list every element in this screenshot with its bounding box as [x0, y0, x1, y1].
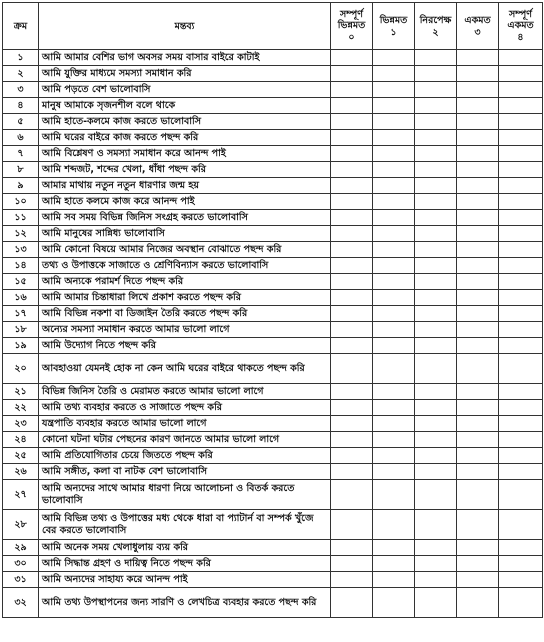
rating-cell[interactable] [331, 384, 373, 400]
row-statement: আমি সব সময় বিভিন্ন জিনিস সংগ্রহ করতে ভালোবাসি [39, 210, 331, 226]
rating-cell[interactable] [499, 98, 543, 114]
rating-cell[interactable] [331, 432, 373, 448]
option-value: ১ [390, 26, 397, 38]
rating-cell[interactable] [499, 274, 543, 290]
table-row [3, 50, 543, 66]
rating-cell[interactable] [373, 448, 415, 464]
rating-cell[interactable] [457, 66, 499, 82]
rating-cell[interactable] [499, 464, 543, 480]
row-statement: আমি অন্যদের সাথে আমার ধারণা নিয়ে আলোচনা ও বিতর্ক করতে ভালোবাসি [39, 480, 331, 510]
rating-cell[interactable] [499, 338, 543, 354]
rating-cell[interactable] [331, 194, 373, 210]
table-row [3, 540, 543, 556]
rating-cell[interactable] [373, 416, 415, 432]
rating-cell[interactable] [457, 194, 499, 210]
table-row [3, 400, 543, 416]
row-statement: আমি ঘরের বাইরে কাজ করতে পছন্দ করি [39, 130, 331, 146]
rating-cell[interactable] [499, 66, 543, 82]
rating-cell[interactable] [331, 162, 373, 178]
rating-cell[interactable] [373, 354, 415, 384]
rating-cell[interactable] [331, 226, 373, 242]
rating-cell[interactable] [331, 306, 373, 322]
row-serial: ২৪ [3, 432, 39, 448]
rating-cell[interactable] [373, 194, 415, 210]
rating-cell[interactable] [499, 306, 543, 322]
table-row [3, 66, 543, 82]
row-statement: আমি বিশ্লেষণ ও সমস্যা সমাধান করে আনন্দ পাই [39, 146, 331, 162]
rating-cell[interactable] [457, 162, 499, 178]
rating-cell[interactable] [415, 274, 457, 290]
table-row [3, 432, 543, 448]
row-statement: কোনো ঘটনা ঘটার পেছনের কারণ জানতে আমার ভালো লাগে [39, 432, 331, 448]
row-statement: তথ্য ও উপাত্তকে সাজাতে ও শ্রেণিবিন্যাস করতে ভালোবাসি [39, 258, 331, 274]
row-statement: আমার মাথায় নতুন নতুন ধারণার জন্ম হয় [39, 178, 331, 194]
rating-cell[interactable] [499, 50, 543, 66]
rating-cell[interactable] [373, 226, 415, 242]
rating-cell[interactable] [415, 114, 457, 130]
rating-cell[interactable] [457, 322, 499, 338]
rating-cell[interactable] [415, 338, 457, 354]
row-statement: আমি পড়তে বেশ ভালোবাসি [39, 82, 331, 98]
rating-cell[interactable] [331, 416, 373, 432]
table-row [3, 416, 543, 432]
row-serial: ৯ [3, 178, 39, 194]
rating-cell[interactable] [331, 146, 373, 162]
row-statement: আমি কোনো বিষয়ে আমার নিজের অবস্থান বোঝাতে পছন্দ করি [39, 242, 331, 258]
rating-cell[interactable] [415, 354, 457, 384]
rating-cell[interactable] [373, 290, 415, 306]
rating-cell[interactable] [331, 114, 373, 130]
row-statement: আমি অন্যকে পরামর্শ দিতে পছন্দ করি [39, 274, 331, 290]
row-serial: ২৬ [3, 464, 39, 480]
row-serial: ২৫ [3, 448, 39, 464]
row-statement: আমি অনেক সময় খেলাধুলায় ব্যয় করি [39, 540, 331, 556]
row-serial: ১১ [3, 210, 39, 226]
rating-cell[interactable] [331, 588, 373, 618]
rating-cell[interactable] [415, 322, 457, 338]
table-row [3, 242, 543, 258]
row-serial: ২৮ [3, 510, 39, 540]
row-statement: আমি আমার বেশির ভাগ অবসর সময় বাসার বাইরে কাটাই [39, 50, 331, 66]
table-row [3, 178, 543, 194]
row-serial: ৮ [3, 162, 39, 178]
rating-cell[interactable] [331, 400, 373, 416]
table-row [3, 480, 543, 510]
row-statement: আমি উদ্যোগ নিতে পছন্দ করি [39, 338, 331, 354]
row-serial: ২১ [3, 384, 39, 400]
row-statement: আমি হাতে-কলমে কাজ করতে ভালোবাসি [39, 114, 331, 130]
row-statement: আমি সঙ্গীত, কলা বা নাটক বেশ ভালোবাসি [39, 464, 331, 480]
rating-cell[interactable] [499, 290, 543, 306]
row-serial: ১ [3, 50, 39, 66]
rating-cell[interactable] [457, 114, 499, 130]
row-statement: আমি হাতে কলমে কাজ করে আনন্দ পাই [39, 194, 331, 210]
rating-cell[interactable] [457, 226, 499, 242]
option-label: ভিন্নমত [379, 14, 408, 26]
rating-cell[interactable] [457, 306, 499, 322]
row-serial: ১৮ [3, 322, 39, 338]
row-statement: আমি বিভিন্ন তথ্য ও উপাত্তের মধ্য থেকে ধারা বা প্যাটার্ন বা সম্পর্ক খুঁজে বের করতে ভালোবাসি [39, 510, 331, 540]
rating-cell[interactable] [415, 50, 457, 66]
rating-cell[interactable] [415, 82, 457, 98]
rating-cell[interactable] [499, 416, 543, 432]
rating-cell[interactable] [373, 98, 415, 114]
row-statement: আমি প্রতিযোগিতার চেয়ে জিততে পছন্দ করি [39, 448, 331, 464]
rating-cell[interactable] [499, 82, 543, 98]
rating-cell[interactable] [331, 556, 373, 572]
rating-cell[interactable] [457, 432, 499, 448]
table-row [3, 338, 543, 354]
rating-cell[interactable] [499, 448, 543, 464]
rating-cell[interactable] [331, 178, 373, 194]
rating-cell[interactable] [331, 572, 373, 588]
rating-cell[interactable] [373, 306, 415, 322]
row-serial: ১৪ [3, 258, 39, 274]
rating-cell[interactable] [415, 464, 457, 480]
rating-cell[interactable] [373, 146, 415, 162]
rating-cell[interactable] [373, 556, 415, 572]
header-row [3, 3, 543, 50]
option-label: সম্পূর্ণ ভিন্নমত [337, 9, 366, 31]
table-row [3, 210, 543, 226]
option-label: নিরপেক্ষ [419, 14, 452, 26]
rating-cell[interactable] [373, 82, 415, 98]
row-serial: ১৫ [3, 274, 39, 290]
row-serial: ২৯ [3, 540, 39, 556]
option-value: ৩ [474, 26, 481, 38]
rating-cell[interactable] [415, 306, 457, 322]
rating-cell[interactable] [457, 400, 499, 416]
row-serial: ১৬ [3, 290, 39, 306]
rating-cell[interactable] [373, 540, 415, 556]
table-row [3, 448, 543, 464]
table-row [3, 98, 543, 114]
rating-cell[interactable] [457, 464, 499, 480]
table-row [3, 290, 543, 306]
row-serial: ২৭ [3, 480, 39, 510]
option-label: সম্পূর্ণ একমত [507, 9, 534, 31]
row-serial: ১৩ [3, 242, 39, 258]
rating-cell[interactable] [415, 146, 457, 162]
rating-cell[interactable] [415, 178, 457, 194]
row-serial: ২২ [3, 400, 39, 416]
table-row [3, 194, 543, 210]
rating-cell[interactable] [331, 82, 373, 98]
rating-cell[interactable] [499, 432, 543, 448]
rating-cell[interactable] [457, 98, 499, 114]
table-row [3, 114, 543, 130]
rating-cell[interactable] [499, 384, 543, 400]
survey-body [3, 50, 543, 618]
rating-cell[interactable] [373, 210, 415, 226]
rating-cell[interactable] [415, 130, 457, 146]
row-statement: আমি আমার চিন্তাধারা লিখে প্রকাশ করতে পছন্দ করি [39, 290, 331, 306]
rating-cell[interactable] [415, 510, 457, 540]
rating-cell[interactable] [373, 50, 415, 66]
rating-cell[interactable] [499, 354, 543, 384]
rating-cell[interactable] [331, 290, 373, 306]
row-serial: ৩০ [3, 556, 39, 572]
rating-cell[interactable] [373, 480, 415, 510]
rating-cell[interactable] [457, 210, 499, 226]
rating-cell[interactable] [331, 258, 373, 274]
rating-cell[interactable] [415, 480, 457, 510]
table-row [3, 258, 543, 274]
rating-cell[interactable] [331, 130, 373, 146]
rating-cell[interactable] [499, 572, 543, 588]
rating-cell[interactable] [331, 274, 373, 290]
row-statement: আমি বিভিন্ন নকশা বা ডিজাইন তৈরি করতে পছন্দ করি [39, 306, 331, 322]
rating-cell[interactable] [499, 242, 543, 258]
rating-cell[interactable] [499, 258, 543, 274]
rating-cell[interactable] [499, 556, 543, 572]
rating-cell[interactable] [373, 338, 415, 354]
rating-cell[interactable] [331, 540, 373, 556]
rating-cell[interactable] [373, 274, 415, 290]
rating-cell[interactable] [373, 384, 415, 400]
rating-cell[interactable] [373, 400, 415, 416]
rating-cell[interactable] [373, 178, 415, 194]
rating-cell[interactable] [415, 194, 457, 210]
table-row [3, 384, 543, 400]
row-serial: ১২ [3, 226, 39, 242]
rating-cell[interactable] [415, 448, 457, 464]
rating-cell[interactable] [457, 290, 499, 306]
rating-cell[interactable] [415, 98, 457, 114]
option-value: ২ [432, 26, 439, 38]
row-serial: ৩ [3, 82, 39, 98]
table-row [3, 322, 543, 338]
table-row [3, 274, 543, 290]
row-serial: ১০ [3, 194, 39, 210]
rating-cell[interactable] [499, 130, 543, 146]
rating-cell[interactable] [499, 146, 543, 162]
option-label: একমত [464, 14, 491, 26]
rating-cell[interactable] [373, 322, 415, 338]
rating-cell[interactable] [373, 162, 415, 178]
rating-cell[interactable] [457, 540, 499, 556]
rating-cell[interactable] [415, 400, 457, 416]
rating-cell[interactable] [415, 572, 457, 588]
rating-cell[interactable] [373, 588, 415, 618]
rating-cell[interactable] [457, 556, 499, 572]
row-serial: ২০ [3, 354, 39, 384]
rating-cell[interactable] [457, 146, 499, 162]
row-statement: বিভিন্ন জিনিস তৈরি ও মেরামত করতে আমার ভালো লাগে [39, 384, 331, 400]
row-serial: ১৯ [3, 338, 39, 354]
row-statement: আমি যুক্তির মাধ্যমে সমস্যা সমাধান করি [39, 66, 331, 82]
rating-cell[interactable] [499, 510, 543, 540]
row-statement: আমি তথ্য উপস্থাপনের জন্য সারণি ও লেখচিত্র ব্যবহার করতে পছন্দ করি [39, 588, 331, 618]
rating-cell[interactable] [457, 588, 499, 618]
rating-cell[interactable] [457, 354, 499, 384]
table-row [3, 354, 543, 384]
rating-cell[interactable] [457, 338, 499, 354]
serial-header: ক্রম [3, 3, 39, 50]
rating-cell[interactable] [499, 162, 543, 178]
rating-cell[interactable] [415, 416, 457, 432]
rating-cell[interactable] [415, 290, 457, 306]
rating-cell[interactable] [499, 114, 543, 130]
row-serial: ২ [3, 66, 39, 82]
option-value: ০ [348, 32, 355, 43]
rating-cell[interactable] [415, 384, 457, 400]
rating-cell[interactable] [373, 464, 415, 480]
rating-cell[interactable] [331, 322, 373, 338]
table-row [3, 226, 543, 242]
rating-cell[interactable] [457, 82, 499, 98]
row-serial: ৫ [3, 114, 39, 130]
rating-cell[interactable] [331, 510, 373, 540]
rating-cell[interactable] [415, 588, 457, 618]
table-row [3, 464, 543, 480]
table-row [3, 572, 543, 588]
rating-cell[interactable] [373, 258, 415, 274]
table-row [3, 306, 543, 322]
rating-cell[interactable] [415, 242, 457, 258]
row-statement: আমি সিদ্ধান্ত গ্রহণ ও দায়িত্ব নিতে পছন্দ করি [39, 556, 331, 572]
option-header-2 [415, 3, 457, 50]
rating-cell[interactable] [331, 354, 373, 384]
rating-cell[interactable] [373, 130, 415, 146]
option-header-4 [499, 3, 543, 50]
rating-cell[interactable] [499, 480, 543, 510]
rating-cell[interactable] [457, 448, 499, 464]
rating-cell[interactable] [457, 178, 499, 194]
rating-cell[interactable] [499, 400, 543, 416]
rating-cell[interactable] [415, 258, 457, 274]
row-statement: যন্ত্রপাতি ব্যবহার করতে আমার ভালো লাগে [39, 416, 331, 432]
rating-cell[interactable] [373, 242, 415, 258]
table-row [3, 82, 543, 98]
rating-cell[interactable] [331, 480, 373, 510]
rating-cell[interactable] [415, 162, 457, 178]
rating-cell[interactable] [457, 510, 499, 540]
row-serial: ৭ [3, 146, 39, 162]
rating-cell[interactable] [415, 540, 457, 556]
row-statement: আবহাওয়া যেমনই হোক না কেন আমি ঘরের বাইরে থাকতে পছন্দ করি [39, 354, 331, 384]
option-header-1 [373, 3, 415, 50]
rating-cell[interactable] [331, 50, 373, 66]
rating-cell[interactable] [499, 210, 543, 226]
rating-cell[interactable] [373, 114, 415, 130]
rating-cell[interactable] [499, 540, 543, 556]
table-row [3, 162, 543, 178]
rating-cell[interactable] [457, 50, 499, 66]
rating-cell[interactable] [373, 432, 415, 448]
rating-cell[interactable] [499, 194, 543, 210]
rating-cell[interactable] [457, 242, 499, 258]
rating-cell[interactable] [331, 210, 373, 226]
rating-cell[interactable] [331, 338, 373, 354]
rating-cell[interactable] [457, 572, 499, 588]
rating-cell[interactable] [331, 464, 373, 480]
row-serial: ৪ [3, 98, 39, 114]
row-serial: ৩২ [3, 588, 39, 618]
option-header-3 [457, 3, 499, 50]
rating-cell[interactable] [415, 210, 457, 226]
rating-cell[interactable] [373, 510, 415, 540]
row-statement: আমি তথ্য ব্যবহার করতে ও সাজাতে পছন্দ করি [39, 400, 331, 416]
table-row [3, 510, 543, 540]
rating-cell[interactable] [457, 384, 499, 400]
rating-cell[interactable] [373, 572, 415, 588]
row-statement: মানুষ আমাকে সৃজনশীল বলে থাকে [39, 98, 331, 114]
rating-cell[interactable] [415, 226, 457, 242]
statement-header: মন্তব্য [39, 3, 331, 50]
rating-cell[interactable] [331, 242, 373, 258]
rating-cell[interactable] [499, 226, 543, 242]
table-row [3, 588, 543, 618]
table-row [3, 146, 543, 162]
rating-cell[interactable] [415, 66, 457, 82]
row-serial: ১৭ [3, 306, 39, 322]
rating-cell[interactable] [457, 480, 499, 510]
rating-cell[interactable] [457, 258, 499, 274]
rating-cell[interactable] [373, 66, 415, 82]
row-serial: ২৩ [3, 416, 39, 432]
row-serial: ৩১ [3, 572, 39, 588]
row-statement: অন্যের সমস্যা সমাধান করতে আমার ভালো লাগে [39, 322, 331, 338]
table-row [3, 130, 543, 146]
row-statement: আমি অন্যদের সাহায্য করে আনন্দ পাই [39, 572, 331, 588]
row-serial: ৬ [3, 130, 39, 146]
rating-cell[interactable] [415, 432, 457, 448]
row-statement: আমি শব্দজট, শব্দের খেলা, ধাঁধা পছন্দ করি [39, 162, 331, 178]
rating-cell[interactable] [331, 98, 373, 114]
rating-cell[interactable] [499, 588, 543, 618]
rating-cell[interactable] [415, 556, 457, 572]
rating-cell[interactable] [499, 322, 543, 338]
rating-cell[interactable] [331, 448, 373, 464]
option-header-0 [331, 3, 373, 50]
rating-cell[interactable] [499, 178, 543, 194]
table-row [3, 556, 543, 572]
rating-cell[interactable] [457, 274, 499, 290]
row-statement: আমি মানুষের সান্নিধ্য ভালোবাসি [39, 226, 331, 242]
rating-cell[interactable] [457, 416, 499, 432]
rating-cell[interactable] [331, 66, 373, 82]
option-value: ৪ [517, 32, 524, 43]
rating-cell[interactable] [457, 130, 499, 146]
survey-table [2, 2, 543, 618]
